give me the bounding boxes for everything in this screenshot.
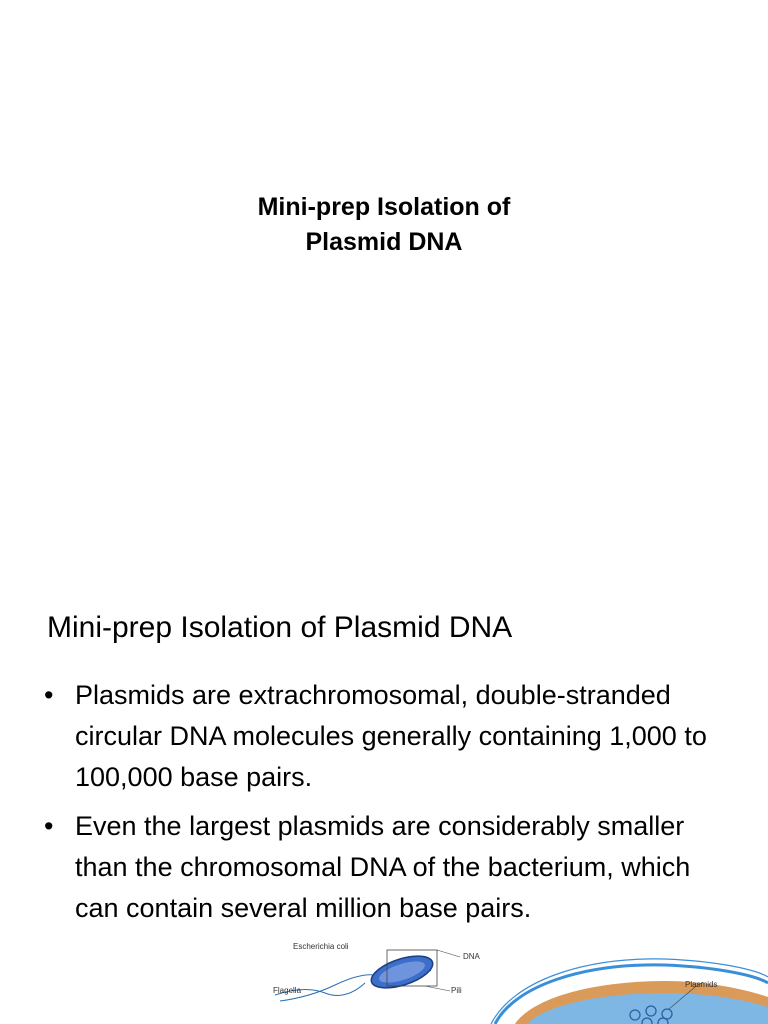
bullet-marker: • [44, 811, 54, 841]
slide-title-line1: Mini-prep Isolation of [257, 193, 511, 221]
ecoli-diagram [265, 935, 768, 1024]
bullet-item [44, 675, 744, 798]
label-plasmids: Plasmids [685, 980, 718, 989]
bullet-list [44, 675, 744, 937]
small-bacterium [275, 950, 460, 1001]
bullet-marker: • [44, 680, 54, 710]
label-flagella: Flagella [273, 986, 302, 995]
zoomed-cell [491, 959, 768, 1024]
label-pili: Pili [451, 986, 462, 995]
content-heading: Mini-prep Isolation of Plasmid DNA [47, 611, 513, 644]
bullet-item [44, 806, 705, 929]
bullet-text: Plasmids are extrachromosomal, double-stranded circular DNA molecules generally containing 1,000 to 100,000 base pairs. [75, 680, 707, 792]
bullet-text: Even the largest plasmids are considerably smaller than the chromosomal DNA of the bacterium, which can contain several million base pairs. [75, 811, 691, 923]
label-dna: DNA [463, 952, 480, 961]
label-ecoli: Escherichia coli [293, 942, 349, 951]
slide-title [0, 190, 768, 260]
slide-title-line2: Plasmid DNA [305, 228, 463, 256]
ecoli-diagram-svg [265, 935, 768, 1024]
